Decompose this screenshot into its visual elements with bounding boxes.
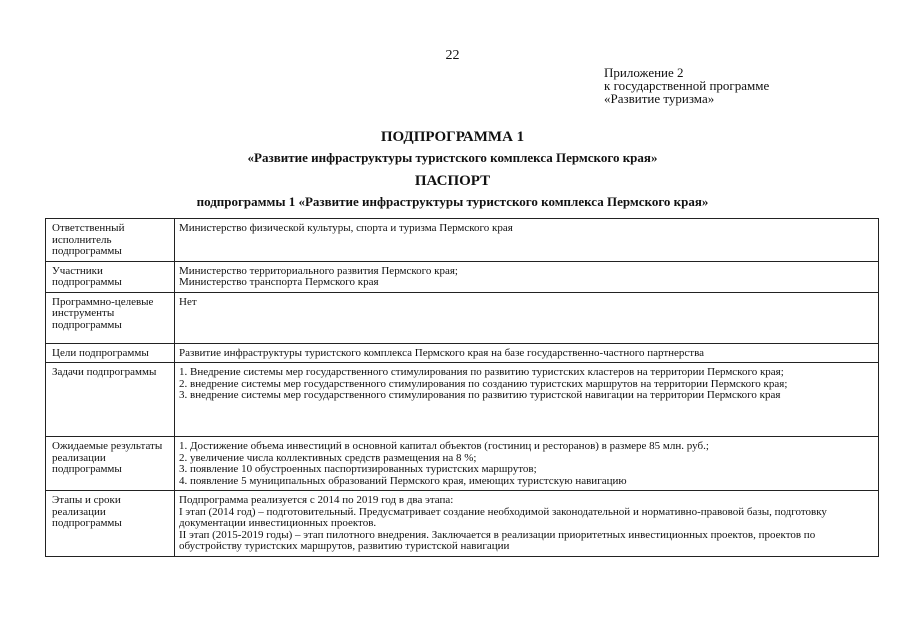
table-row bbox=[46, 219, 879, 262]
table-row bbox=[46, 491, 879, 557]
table-row bbox=[46, 292, 879, 343]
passport-table bbox=[45, 218, 879, 557]
row-label-results: Ожидаемые результаты реализации подпрограммы bbox=[46, 437, 175, 491]
page-number: 22 bbox=[445, 48, 460, 63]
appendix-line-2: к государственной программе bbox=[604, 78, 770, 93]
task-item: 1. Внедрение системы мер государственного стимулирования по развитию туристских кластеров на территории Пермского края; bbox=[179, 366, 784, 378]
participant-item: Министерство территориального развития Пермского края; bbox=[179, 264, 458, 277]
table-row bbox=[46, 363, 879, 437]
row-label-tasks: Задачи подпрограммы bbox=[46, 363, 175, 437]
table-row bbox=[46, 437, 879, 491]
row-value-results bbox=[175, 437, 879, 491]
appendix-note bbox=[604, 66, 769, 105]
participant-item: Министерство транспорта Пермского края bbox=[179, 276, 379, 288]
row-label-tools: Программно-целевые инструменты подпрограммы bbox=[46, 292, 175, 343]
result-item: 4. появление 5 муниципальных образований Пермского края, имеющих туристскую навигацию bbox=[179, 474, 627, 487]
row-label-stages: Этапы и сроки реализации подпрограммы bbox=[46, 491, 175, 557]
passport-heading: ПАСПОРТ bbox=[414, 173, 491, 189]
row-value-responsible: Министерство физической культуры, спорта и туризма Пермского края bbox=[175, 219, 879, 262]
subprogram-heading: ПОДПРОГРАММА 1 bbox=[380, 129, 525, 145]
row-value-participants bbox=[175, 261, 879, 292]
task-item: 3. внедрение системы мер государственного стимулирования по развитию туристской навигации на территории Пермского края bbox=[179, 389, 781, 401]
row-label-responsible: Ответственный исполнитель подпрограммы bbox=[46, 219, 175, 262]
table-row bbox=[46, 261, 879, 292]
task-item: 2. внедрение системы мер государственного стимулирования по созданию туристских маршрутов на территории Пермского края; bbox=[179, 377, 788, 390]
stage-item: I этап (2014 год) – подготовительный. Предусматривает создание необходимой законодательной и нормативно-правовой базы, подготовку документации инвестиционных проектов. bbox=[179, 505, 827, 529]
stage-item: II этап (2015-2019 годы) – этап пилотного внедрения. Заключается в реализации приоритетных инвестиционных проектов, проектов по обустройству туристских маршрутов, развитию туристской навигации bbox=[179, 528, 816, 552]
subprogram-name: «Развитие инфраструктуры туристского комплекса Пермского края» bbox=[247, 150, 658, 165]
passport-name: подпрограммы 1 «Развитие инфраструктуры туристского комплекса Пермского края» bbox=[196, 194, 709, 209]
appendix-line-3: «Развитие туризма» bbox=[604, 91, 715, 106]
appendix-line-1: Приложение 2 bbox=[604, 65, 684, 80]
row-label-goals: Цели подпрограммы bbox=[46, 343, 175, 363]
row-value-tasks bbox=[175, 363, 879, 437]
row-label-participants: Участники подпрограммы bbox=[46, 261, 175, 292]
result-item: 3. появление 10 обустроенных паспортизированных туристских маршрутов; bbox=[179, 463, 537, 475]
row-value-stages bbox=[175, 491, 879, 557]
result-item: 2. увеличение числа коллективных средств размещения на 8 %; bbox=[179, 451, 477, 464]
row-value-tools: Нет bbox=[175, 292, 879, 343]
result-item: 1. Достижение объема инвестиций в основной капитал объектов (гостиниц и ресторанов) в размере 85 млн. руб.; bbox=[179, 440, 709, 452]
stage-item: Подпрограмма реализуется с 2014 по 2019 год в два этапа: bbox=[179, 494, 454, 506]
row-value-goals: Развитие инфраструктуры туристского комплекса Пермского края на базе государственно-частного партнерства bbox=[175, 343, 879, 363]
table-row bbox=[46, 343, 879, 363]
